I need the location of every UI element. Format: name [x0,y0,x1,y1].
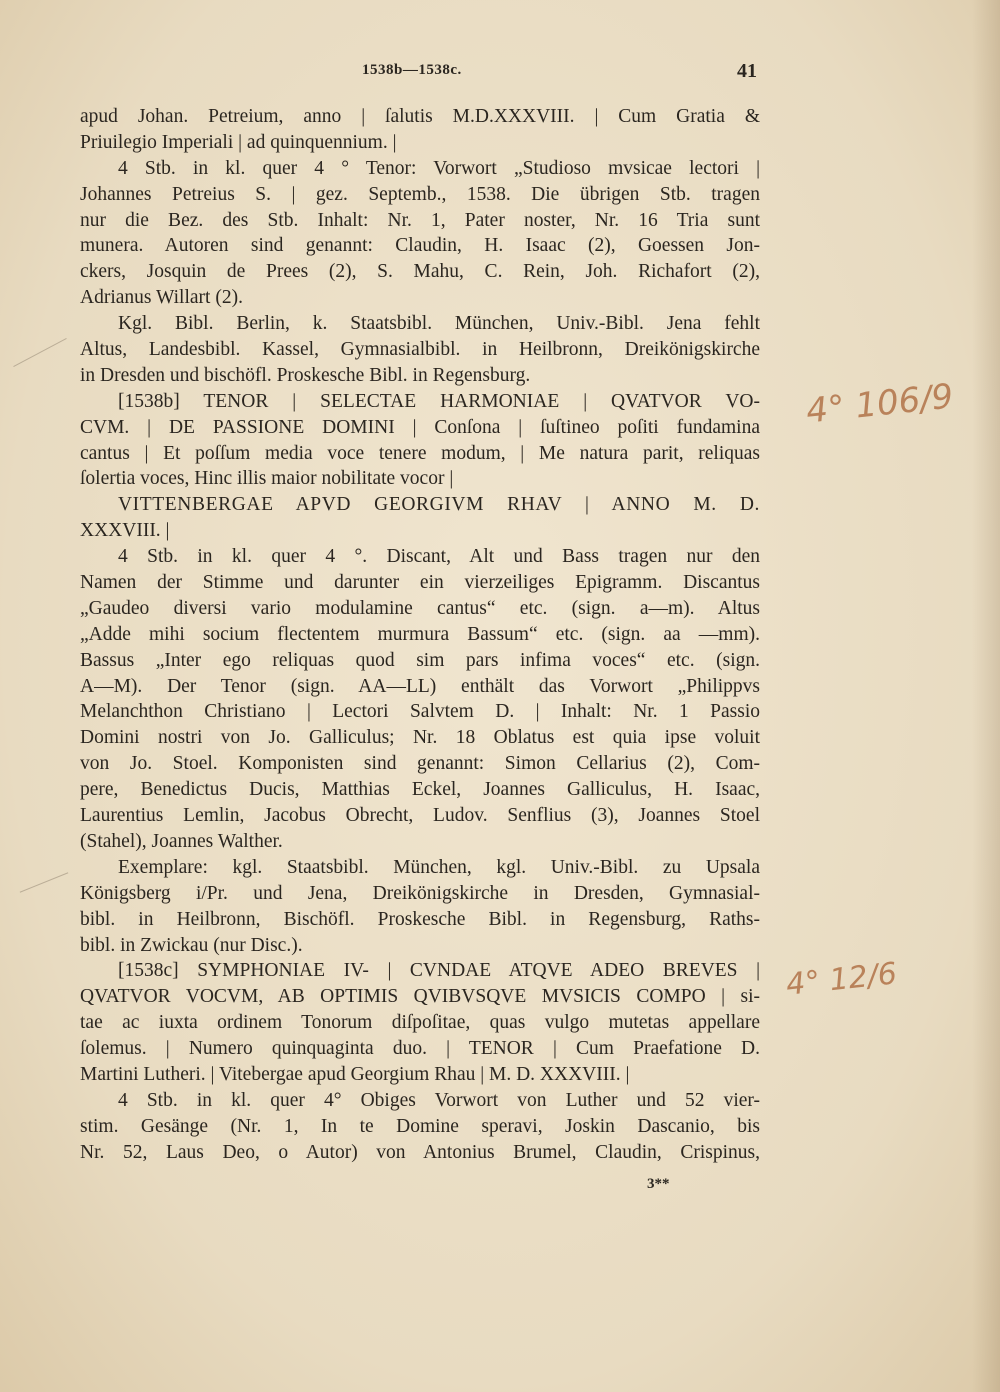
text-line-14: cantus | Et poſſum media voce tenere modum, | Me natura parit, reliquas [80,442,760,464]
text-line-23: A—M). Der Tenor (sign. AA—LL) enthält das Vorwort „Philippvs [80,675,760,697]
text-line-13: CVM. | DE PASSIONE DOMINI | Conſona | ſuſtineo poſiti fundamina [80,416,760,438]
page-number: 41 [737,60,757,82]
text-line-40: stim. Gesänge (Nr. 1, In te Domine speravi, Joskin Dascanio, bis [80,1115,760,1137]
body-text [80,104,760,1166]
text-line-31: Königsberg i/Pr. und Jena, Dreikönigskirche in Dresden, Gymnasial- [80,882,760,904]
text-line-35: QVATVOR VOCVM, AB OPTIMIS QVIBVSQVE MVSICIS COMPO | si- [80,986,760,1008]
page-edge-shadow [972,0,1000,1392]
text-line-29: (Stahel), Joannes Walther. [80,830,283,852]
running-header-range: 1538b—1538c. [362,62,462,78]
text-line-34: [1538c] SYMPHONIAE IV- | CVNDAE ATQVE ADEO BREVES | [118,960,760,982]
text-line-15: ſolertia voces, Hinc illis maior nobilitate vocor | [80,468,454,490]
text-line-10: Altus, Landesbibl. Kassel, Gymnasialbibl. in Heilbronn, Dreikönigskirche [80,339,760,361]
pencil-margin-mark [20,872,69,892]
text-line-9: Kgl. Bibl. Berlin, k. Staatsbibl. München, Univ.-Bibl. Jena fehlt [118,313,760,335]
text-line-30: Exemplare: kgl. Staatsbibl. München, kgl. Univ.-Bibl. zu Upsala [118,856,760,878]
text-line-5: nur die Bez. des Stb. Inhalt: Nr. 1, Pater noster, Nr. 16 Tria sunt [80,209,760,231]
text-line-3: 4 Stb. in kl. quer 4 ° Tenor: Vorwort „Studioso mvsicae lectori | [118,157,760,179]
text-line-18: 4 Stb. in kl. quer 4 °. Discant, Alt und Bass tragen nur den [118,546,760,568]
text-line-24: Melanchthon Christiano | Lectori Salvtem D. | Inhalt: Nr. 1 Passio [80,701,760,723]
text-line-1: apud Johan. Petreium, anno | ſalutis M.D.XXXVIII. | Cum Gratia & [80,106,760,127]
text-line-39: 4 Stb. in kl. quer 4° Obiges Vorwort von Luther und 52 vier- [118,1089,760,1111]
text-line-20: „Gaudeo diversi vario modulamine cantus“ etc. (sign. a—m). Altus [80,597,760,619]
text-line-25: Domini nostri von Jo. Galliculus; Nr. 18 Oblatus est quia ipse voluit [80,727,760,749]
text-line-22: Bassus „Inter ego reliquas quod sim pars infima voces“ etc. (sign. [80,649,760,671]
text-line-17: XXXVIII. | [80,520,170,542]
text-line-37: ſolemus. | Numero quinquaginta duo. | TENOR | Cum Praefatione D. [80,1038,760,1060]
text-line-26: von Jo. Stoel. Komponisten sind genannt: Simon Cellarius (2), Com- [80,753,760,775]
text-line-28: Laurentius Lemlin, Jacobus Obrecht, Ludov. Senflius (3), Joannes Stoel [80,805,760,827]
text-line-33: bibl. in Zwickau (nur Disc.). [80,934,303,956]
text-line-27: pere, Benedictus Ducis, Matthias Eckel, Joannes Galliculus, H. Isaac, [80,779,760,801]
text-line-41: Nr. 52, Laus Deo, o Autor) von Antonius Brumel, Claudin, Crispinus, [80,1141,760,1163]
text-line-6: munera. Autoren sind genannt: Claudin, H. Isaac (2), Goessen Jon- [80,235,760,257]
text-line-11: in Dresden und bischöfl. Proskesche Bibl. in Regensburg. [80,364,531,386]
text-line-2: Priuilegio Imperiali | ad quinquennium. | [80,131,397,153]
text-line-8: Adrianus Willart (2). [80,287,243,309]
handwritten-shelfmark-2: 4° 12/6 [784,956,899,1003]
pencil-margin-mark [13,338,66,367]
text-line-4: Johannes Petreius S. | gez. Septemb., 1538. Die übrigen Stb. tragen [80,183,760,205]
text-line-19: Namen der Stimme und darunter ein vierzeiliges Epigramm. Discantus [80,572,760,594]
text-line-21: „Adde mihi socium flectentem murmura Bassum“ etc. (sign. aa —mm). [80,623,760,645]
text-line-12: [1538b] TENOR | SELECTAE HARMONIAE | QVATVOR VO- [118,390,760,412]
text-line-7: ckers, Josquin de Prees (2), S. Mahu, C. Rein, Joh. Richafort (2), [80,261,760,283]
text-line-38: Martini Lutheri. | Vitebergae apud Georgium Rhau | M. D. XXXVIII. | [80,1063,630,1085]
signature-mark: 3** [647,1176,670,1192]
text-line-36: tae ac iuxta ordinem Tonorum diſpoſitae, quas vulgo mutetas appellare [80,1012,760,1034]
handwritten-shelfmark-1: 4° 106/9 [804,376,956,432]
text-line-16: VITTENBERGAE APVD GEORGIVM RHAV | ANNO M. D. [118,494,760,516]
text-line-32: bibl. in Heilbronn, Bischöfl. Proskesche Bibl. in Regensburg, Raths- [80,908,760,930]
